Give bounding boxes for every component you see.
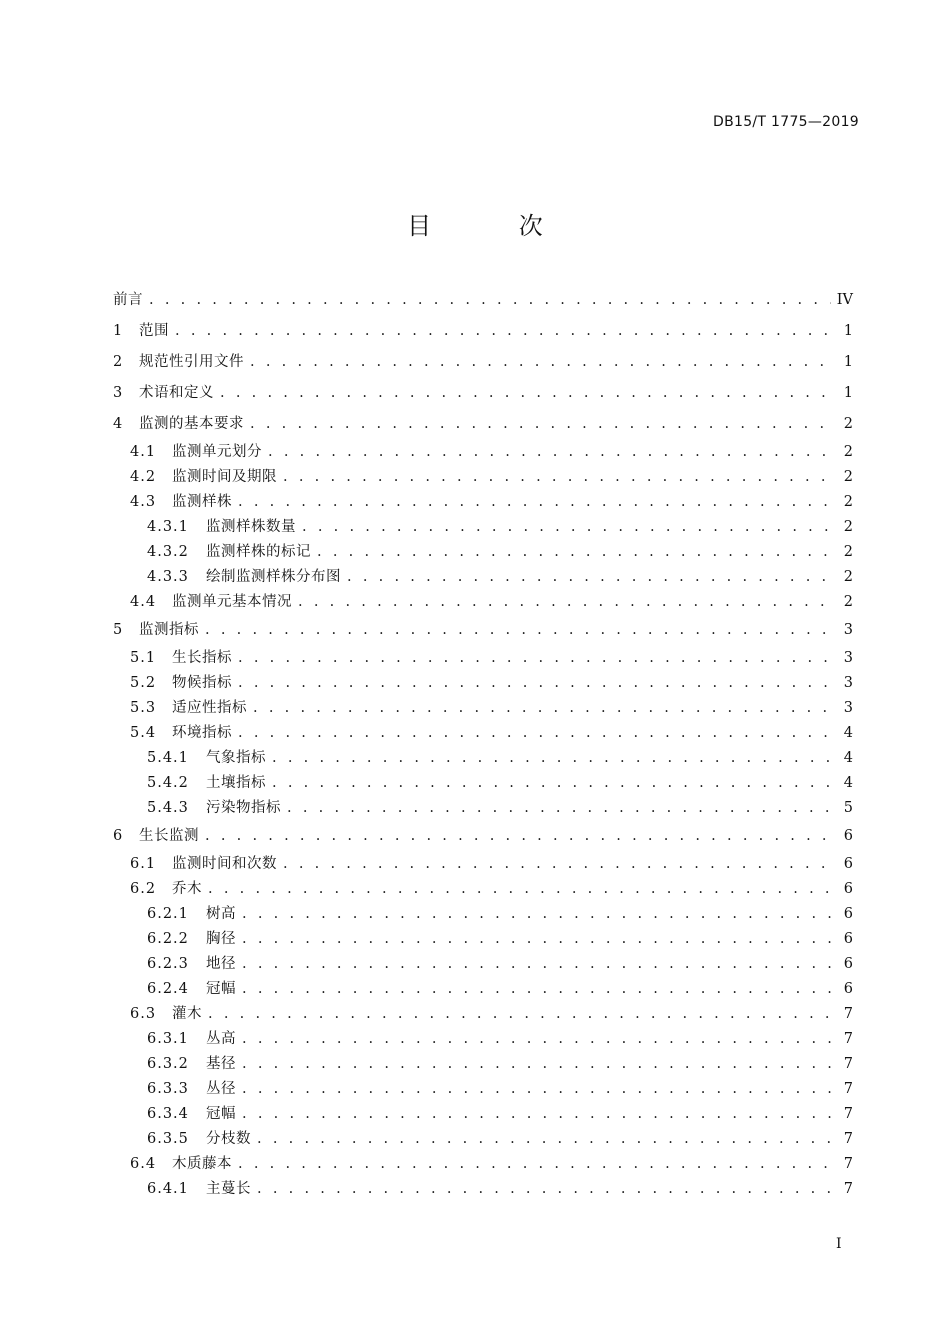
toc-entry-page: IV [836, 292, 853, 308]
toc-entry-page: 1 [843, 354, 853, 370]
toc-dot-leader [238, 671, 835, 696]
toc-entry-label: 分枝数 [206, 1131, 251, 1147]
toc-entry-number: 4.3.3 [147, 569, 189, 585]
toc-entry-number: 6.2.2 [147, 931, 189, 947]
toc-entry-page: 6 [843, 828, 853, 844]
toc-dot-leader [242, 977, 835, 1002]
toc-entry-page: 3 [843, 622, 853, 638]
toc-entry-number: 5.4 [130, 725, 157, 741]
toc-entry-page: 1 [843, 385, 853, 401]
toc-entry-page: 6 [843, 931, 853, 947]
toc-entry[interactable] [113, 1027, 853, 1052]
toc-entry-page: 2 [843, 519, 853, 535]
toc-entry-number: 6.2.4 [147, 981, 189, 997]
toc-entry[interactable] [113, 696, 853, 721]
toc-entry-number: 6.1 [130, 856, 157, 872]
toc-dot-leader [257, 1127, 835, 1152]
toc-entry[interactable] [113, 902, 853, 927]
toc-entry-page: 7 [843, 1056, 853, 1072]
toc-dot-leader [242, 952, 835, 977]
toc-entry-number: 6 [113, 828, 124, 844]
toc-dot-leader [242, 902, 835, 927]
toc-entry-label: 监测时间和次数 [172, 856, 277, 872]
toc-entry-number: 3 [113, 385, 124, 401]
toc-entry-number: 6.2.1 [147, 906, 189, 922]
toc-entry-number: 6.3.4 [147, 1106, 189, 1122]
toc-entry-page: 6 [843, 981, 853, 997]
toc-entry-page: 1 [843, 323, 853, 339]
toc-entry-page: 7 [843, 1031, 853, 1047]
toc-entry[interactable] [113, 378, 853, 409]
toc-entry[interactable] [113, 515, 853, 540]
toc-entry[interactable] [113, 465, 853, 490]
toc-entry-page: 2 [843, 594, 853, 610]
toc-entry-page: 3 [843, 700, 853, 716]
toc-entry[interactable] [113, 771, 853, 796]
toc-entry-number: 4.3.1 [147, 519, 189, 535]
toc-entry-number: 6.3 [130, 1006, 157, 1022]
toc-entry-page: 2 [843, 416, 853, 432]
toc-entry[interactable] [113, 1052, 853, 1077]
toc-entry[interactable] [113, 490, 853, 515]
toc-entry[interactable] [113, 1177, 853, 1202]
toc-entry[interactable] [113, 952, 853, 977]
toc-entry[interactable] [113, 615, 853, 646]
toc-entry-label: 范围 [139, 323, 169, 339]
toc-entry-label: 冠幅 [206, 981, 236, 997]
toc-entry-label: 乔木 [172, 881, 202, 897]
toc-entry-label: 监测单元划分 [172, 444, 262, 460]
toc-entry-label: 污染物指标 [206, 800, 281, 816]
toc-entry-page: 6 [843, 906, 853, 922]
toc-entry-page: 3 [843, 675, 853, 691]
toc-entry-label: 丛高 [206, 1031, 236, 1047]
toc-entry[interactable] [113, 316, 853, 347]
toc-entry-label: 监测指标 [139, 622, 199, 638]
toc-entry-page: 6 [843, 856, 853, 872]
table-of-contents [113, 285, 853, 1202]
toc-entry-page: 5 [843, 800, 853, 816]
toc-entry-number: 6.4 [130, 1156, 157, 1172]
toc-entry-page: 6 [843, 881, 853, 897]
toc-dot-leader [242, 1052, 835, 1077]
toc-entry-page: 2 [843, 569, 853, 585]
toc-dot-leader [347, 565, 835, 590]
toc-entry[interactable] [113, 977, 853, 1002]
toc-entry-number: 4.3.2 [147, 544, 189, 560]
toc-entry-number: 6.2 [130, 881, 157, 897]
toc-entry[interactable] [113, 440, 853, 465]
toc-entry[interactable] [113, 721, 853, 746]
toc-entry-label: 术语和定义 [139, 385, 214, 401]
toc-entry[interactable] [113, 409, 853, 440]
toc-dot-leader [283, 852, 835, 877]
toc-entry-page: 2 [843, 444, 853, 460]
toc-dot-leader [238, 721, 835, 746]
toc-entry[interactable] [113, 927, 853, 952]
toc-entry-page: 7 [843, 1106, 853, 1122]
toc-entry[interactable] [113, 590, 853, 615]
toc-entry[interactable] [113, 565, 853, 590]
toc-dot-leader [302, 515, 835, 540]
toc-entry-label: 气象指标 [206, 750, 266, 766]
toc-entry-number: 5.3 [130, 700, 157, 716]
toc-dot-leader [257, 1177, 835, 1202]
toc-entry-label: 木质藤本 [172, 1156, 232, 1172]
toc-entry-page: 6 [843, 956, 853, 972]
toc-entry[interactable] [113, 877, 853, 902]
toc-dot-leader [208, 1002, 835, 1027]
toc-entry[interactable] [113, 852, 853, 877]
toc-entry-label: 树高 [206, 906, 236, 922]
toc-dot-leader [238, 490, 835, 515]
toc-entry-label: 灌木 [172, 1006, 202, 1022]
toc-dot-leader [208, 877, 835, 902]
toc-dot-leader [317, 540, 835, 565]
toc-entry-label: 物候指标 [172, 675, 232, 691]
toc-entry-page: 4 [843, 775, 853, 791]
toc-entry-number: 5.4.3 [147, 800, 189, 816]
toc-entry[interactable] [113, 1002, 853, 1027]
toc-entry[interactable] [113, 671, 853, 696]
toc-entry-number: 4.2 [130, 469, 157, 485]
toc-entry-number: 6.2.3 [147, 956, 189, 972]
toc-entry[interactable] [113, 1127, 853, 1152]
toc-dot-leader [253, 696, 835, 721]
toc-entry-page: 7 [843, 1131, 853, 1147]
toc-dot-leader [220, 378, 835, 409]
toc-entry-label: 基径 [206, 1056, 236, 1072]
toc-entry-number: 5 [113, 622, 124, 638]
toc-entry[interactable] [113, 821, 853, 852]
toc-dot-leader [283, 465, 835, 490]
toc-entry-number: 6.3.5 [147, 1131, 189, 1147]
toc-entry-label: 环境指标 [172, 725, 232, 741]
toc-entry-label: 生长监测 [139, 828, 199, 844]
toc-entry-number: 6.4.1 [147, 1181, 189, 1197]
toc-entry[interactable] [113, 1152, 853, 1177]
toc-entry-label: 监测样株 [172, 494, 232, 510]
toc-entry-label: 主蔓长 [206, 1181, 251, 1197]
toc-entry-label: 绘制监测样株分布图 [206, 569, 341, 585]
toc-entry-number: 6.3.2 [147, 1056, 189, 1072]
toc-entry-number: 5.4.2 [147, 775, 189, 791]
toc-dot-leader [175, 316, 835, 347]
toc-dot-leader [205, 615, 835, 646]
toc-entry-label: 胸径 [206, 931, 236, 947]
toc-entry-page: 2 [843, 544, 853, 560]
page-title: 目 次 [407, 212, 583, 240]
toc-entry-number: 4.3 [130, 494, 157, 510]
toc-dot-leader [242, 1027, 835, 1052]
toc-entry-page: 7 [843, 1006, 853, 1022]
toc-entry-label: 规范性引用文件 [139, 354, 244, 370]
toc-dot-leader [242, 1102, 835, 1127]
toc-dot-leader [205, 821, 835, 852]
toc-entry-label: 土壤指标 [206, 775, 266, 791]
toc-entry[interactable] [113, 285, 853, 316]
toc-entry-page: 7 [843, 1181, 853, 1197]
toc-entry[interactable] [113, 1077, 853, 1102]
toc-entry-label: 地径 [206, 956, 236, 972]
toc-entry-page: 7 [843, 1081, 853, 1097]
toc-entry-label: 监测时间及期限 [172, 469, 277, 485]
toc-entry[interactable] [113, 646, 853, 671]
toc-dot-leader [149, 285, 831, 316]
page-number: I [836, 1236, 842, 1252]
toc-entry-number: 6.3.3 [147, 1081, 189, 1097]
toc-entry-label: 适应性指标 [172, 700, 247, 716]
toc-dot-leader [242, 1077, 835, 1102]
toc-dot-leader [238, 1152, 835, 1177]
toc-entry-number: 6.3.1 [147, 1031, 189, 1047]
toc-entry-number: 2 [113, 354, 124, 370]
toc-dot-leader [298, 590, 835, 615]
toc-entry-label: 生长指标 [172, 650, 232, 666]
toc-dot-leader [238, 646, 835, 671]
toc-entry-number: 5.1 [130, 650, 157, 666]
toc-dot-leader [242, 927, 835, 952]
toc-entry-label: 监测样株数量 [206, 519, 296, 535]
toc-entry-label: 冠幅 [206, 1106, 236, 1122]
toc-entry-page: 4 [843, 725, 853, 741]
toc-entry-number: 4.1 [130, 444, 157, 460]
toc-entry-label: 监测样株的标记 [206, 544, 311, 560]
toc-entry[interactable] [113, 796, 853, 821]
toc-dot-leader [268, 440, 835, 465]
toc-entry-number: 5.4.1 [147, 750, 189, 766]
toc-entry-number: 4.4 [130, 594, 157, 610]
toc-dot-leader [287, 796, 835, 821]
toc-entry-number: 4 [113, 416, 124, 432]
toc-dot-leader [250, 409, 835, 440]
toc-entry-label: 前言 [113, 292, 143, 308]
toc-entry-label: 监测单元基本情况 [172, 594, 292, 610]
toc-entry-page: 4 [843, 750, 853, 766]
document-code: DB15/T 1775—2019 [713, 114, 859, 130]
toc-dot-leader [272, 771, 835, 796]
toc-entry-number: 1 [113, 323, 124, 339]
toc-entry[interactable] [113, 746, 853, 771]
toc-entry[interactable] [113, 540, 853, 565]
toc-entry[interactable] [113, 1102, 853, 1127]
toc-entry-page: 2 [843, 494, 853, 510]
toc-entry-label: 监测的基本要求 [139, 416, 244, 432]
toc-entry-page: 3 [843, 650, 853, 666]
toc-dot-leader [250, 347, 835, 378]
toc-entry-label: 丛径 [206, 1081, 236, 1097]
toc-entry-page: 2 [843, 469, 853, 485]
toc-entry-number: 5.2 [130, 675, 157, 691]
toc-dot-leader [272, 746, 835, 771]
toc-entry[interactable] [113, 347, 853, 378]
toc-entry-page: 7 [843, 1156, 853, 1172]
